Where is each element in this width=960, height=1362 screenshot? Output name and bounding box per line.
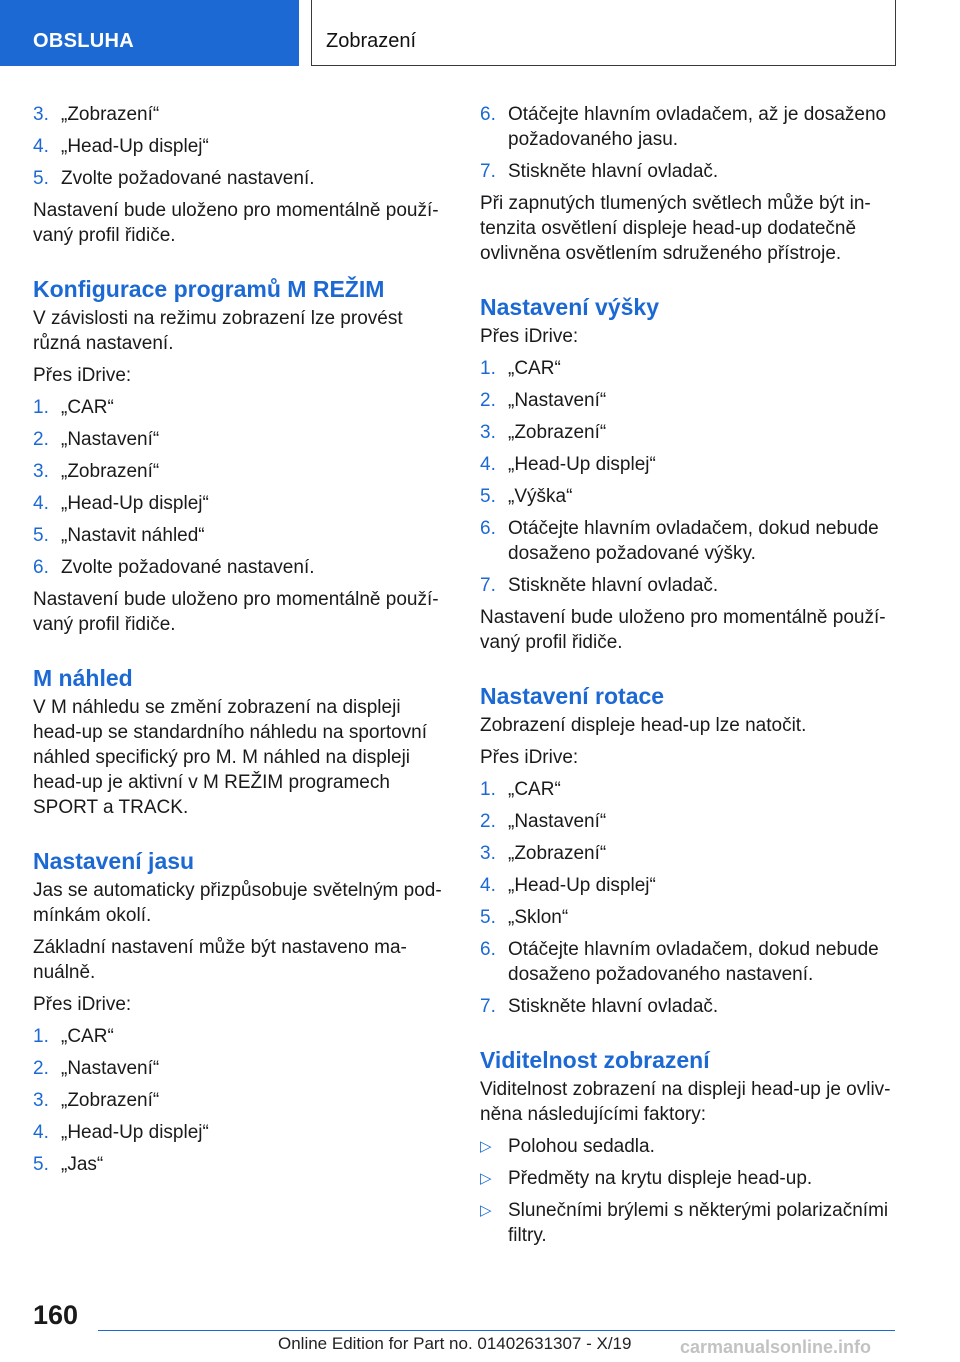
paragraph: Viditelnost zobrazení na displeji head-up je ovliv-něna následujícími faktory:: [480, 1079, 891, 1125]
step-list: [33, 1024, 448, 1177]
item-text: Slunečními brýlemi s některými polarizačními filtry.: [508, 1200, 889, 1246]
step-number: 2.: [33, 429, 49, 450]
paragraph: Přes iDrive:: [480, 326, 579, 347]
topic-label: Zobrazení: [311, 0, 896, 66]
item-text: „Zobrazení“: [61, 1090, 160, 1111]
step-item: [33, 1024, 448, 1049]
item-text: „Head-Up displej“: [508, 875, 656, 896]
section-heading: Viditelnost zobrazení: [480, 1047, 710, 1073]
step-number: 7.: [480, 996, 496, 1017]
item-text: „Výška“: [508, 486, 573, 507]
bullet-list: [480, 1134, 895, 1248]
section-heading: Konfigurace programů M REŽIM: [33, 276, 385, 302]
step-number: 6.: [33, 557, 49, 578]
step-list: [480, 102, 895, 184]
step-number: 7.: [480, 161, 496, 182]
step-list: [480, 356, 895, 598]
step-item: [480, 102, 895, 152]
edition-note: Online Edition for Part no. 01402631307 - X/19: [278, 1334, 632, 1353]
step-number: 7.: [480, 575, 496, 596]
step-item: [33, 491, 448, 516]
step-number: 4.: [33, 136, 49, 157]
paragraph: Základní nastavení může být nastaveno ma-nuálně.: [33, 937, 407, 983]
paragraph: Přes iDrive:: [33, 994, 132, 1015]
item-text: „CAR“: [508, 779, 561, 800]
bullet-item: [480, 1134, 895, 1159]
section-heading: Nastavení rotace: [480, 683, 665, 709]
step-number: 2.: [480, 390, 496, 411]
step-item: [33, 1088, 448, 1113]
step-item: [33, 166, 448, 191]
item-text: Otáčejte hlavním ovladačem, dokud nebude dosaženo požadovaného nastavení.: [508, 939, 879, 985]
bullet-icon: ▷: [480, 1138, 492, 1155]
bullet-icon: ▷: [480, 1202, 492, 1219]
item-text: „CAR“: [61, 1026, 114, 1047]
step-item: [480, 905, 895, 930]
step-item: [480, 994, 895, 1019]
paragraph: Nastavení bude uloženo pro momentálně použí-vaný profil řidiče.: [33, 200, 439, 246]
item-text: Předměty na krytu displeje head-up.: [508, 1168, 813, 1189]
step-number: 5.: [33, 168, 49, 189]
step-item: [33, 1152, 448, 1177]
bullet-icon: ▷: [480, 1170, 492, 1187]
item-text: „Zobrazení“: [508, 422, 607, 443]
item-text: Stiskněte hlavní ovladač.: [508, 575, 719, 596]
step-number: 3.: [480, 422, 496, 443]
paragraph: Při zapnutých tlumených světlech může být in-tenzita osvětlení displeje head-up dodatečně ovlivněna osvětlením sdruženého přístroje.: [480, 193, 871, 264]
footer-divider: [98, 1330, 895, 1331]
step-item: [480, 356, 895, 381]
item-text: „Nastavení“: [61, 429, 160, 450]
step-item: [33, 1120, 448, 1145]
item-text: „Nastavení“: [508, 811, 607, 832]
step-number: 5.: [480, 486, 496, 507]
step-item: [33, 395, 448, 420]
step-number: 5.: [33, 525, 49, 546]
step-number: 6.: [480, 104, 496, 125]
step-number: 1.: [33, 1026, 49, 1047]
item-text: „Head-Up displej“: [61, 1122, 209, 1143]
step-item: [33, 1056, 448, 1081]
step-list: [33, 102, 448, 191]
step-number: 4.: [480, 875, 496, 896]
step-number: 3.: [33, 461, 49, 482]
step-number: 1.: [33, 397, 49, 418]
step-item: [33, 555, 448, 580]
item-text: Stiskněte hlavní ovladač.: [508, 161, 719, 182]
paragraph: Jas se automaticky přizpůsobuje světelným pod-mínkám okolí.: [33, 880, 442, 926]
step-list: [33, 395, 448, 580]
step-number: 1.: [480, 779, 496, 800]
step-item: [480, 452, 895, 477]
item-text: Stiskněte hlavní ovladač.: [508, 996, 719, 1017]
bullet-item: [480, 1198, 895, 1248]
step-number: 4.: [33, 493, 49, 514]
item-text: Zvolte požadované nastavení.: [61, 557, 315, 578]
step-number: 2.: [480, 811, 496, 832]
step-item: [33, 427, 448, 452]
step-item: [480, 937, 895, 987]
item-text: Polohou sedadla.: [508, 1136, 655, 1157]
item-text: „Zobrazení“: [61, 104, 160, 125]
item-text: „Nastavení“: [61, 1058, 160, 1079]
item-text: „Head-Up displej“: [61, 136, 209, 157]
section-label: OBSLUHA: [0, 0, 299, 66]
step-number: 5.: [33, 1154, 49, 1175]
item-text: „Zobrazení“: [508, 843, 607, 864]
item-text: Otáčejte hlavním ovladačem, až je dosaženo požadovaného jasu.: [508, 104, 887, 150]
paragraph: Nastavení bude uloženo pro momentálně použí-vaný profil řidiče.: [33, 589, 439, 635]
step-item: [480, 809, 895, 834]
paragraph: Přes iDrive:: [33, 365, 132, 386]
step-item: [480, 873, 895, 898]
watermark: carmanualsonline.info: [680, 1337, 872, 1357]
item-text: „Nastavení“: [508, 390, 607, 411]
step-list: [480, 777, 895, 1019]
right-column: [480, 102, 895, 1255]
step-number: 4.: [33, 1122, 49, 1143]
bullet-item: [480, 1166, 895, 1191]
step-item: [33, 134, 448, 159]
step-item: [480, 516, 895, 566]
step-number: 5.: [480, 907, 496, 928]
step-item: [33, 102, 448, 127]
item-text: „Zobrazení“: [61, 461, 160, 482]
page-header: [0, 0, 960, 66]
item-text: „CAR“: [61, 397, 114, 418]
item-text: „Jas“: [61, 1154, 104, 1175]
step-item: [480, 841, 895, 866]
section-heading: Nastavení jasu: [33, 848, 195, 874]
step-number: 3.: [33, 1090, 49, 1111]
step-item: [480, 159, 895, 184]
step-number: 6.: [480, 518, 496, 539]
step-number: 3.: [33, 104, 49, 125]
step-item: [480, 777, 895, 802]
step-item: [480, 573, 895, 598]
step-number: 1.: [480, 358, 496, 379]
step-item: [33, 459, 448, 484]
step-item: [33, 523, 448, 548]
left-column: [33, 102, 448, 1184]
step-number: 3.: [480, 843, 496, 864]
paragraph: Přes iDrive:: [480, 747, 579, 768]
item-text: „CAR“: [508, 358, 561, 379]
step-number: 4.: [480, 454, 496, 475]
step-number: 2.: [33, 1058, 49, 1079]
item-text: „Nastavit náhled“: [61, 525, 205, 546]
item-text: Zvolte požadované nastavení.: [61, 168, 315, 189]
item-text: „Head-Up displej“: [508, 454, 656, 475]
paragraph: V závislosti na režimu zobrazení lze provést různá nastavení.: [33, 308, 403, 354]
paragraph: Zobrazení displeje head-up lze natočit.: [480, 715, 807, 736]
item-text: „Head-Up displej“: [61, 493, 209, 514]
paragraph: Nastavení bude uloženo pro momentálně použí-vaný profil řidiče.: [480, 607, 886, 653]
item-text: Otáčejte hlavním ovladačem, dokud nebude dosaženo požadované výšky.: [508, 518, 879, 564]
paragraph: V M náhledu se změní zobrazení na displeji head-up se standardního náhledu na sportovní náhled specifický pro M. M náhled na displeji head-up je aktivní v M REŽIM programech SPORT a TRACK.: [33, 697, 428, 818]
section-heading: M náhled: [33, 665, 133, 691]
item-text: „Sklon“: [508, 907, 569, 928]
step-item: [480, 420, 895, 445]
step-item: [480, 484, 895, 509]
step-number: 6.: [480, 939, 496, 960]
section-heading: Nastavení výšky: [480, 294, 660, 320]
page-number: 160: [33, 1300, 79, 1330]
step-item: [480, 388, 895, 413]
